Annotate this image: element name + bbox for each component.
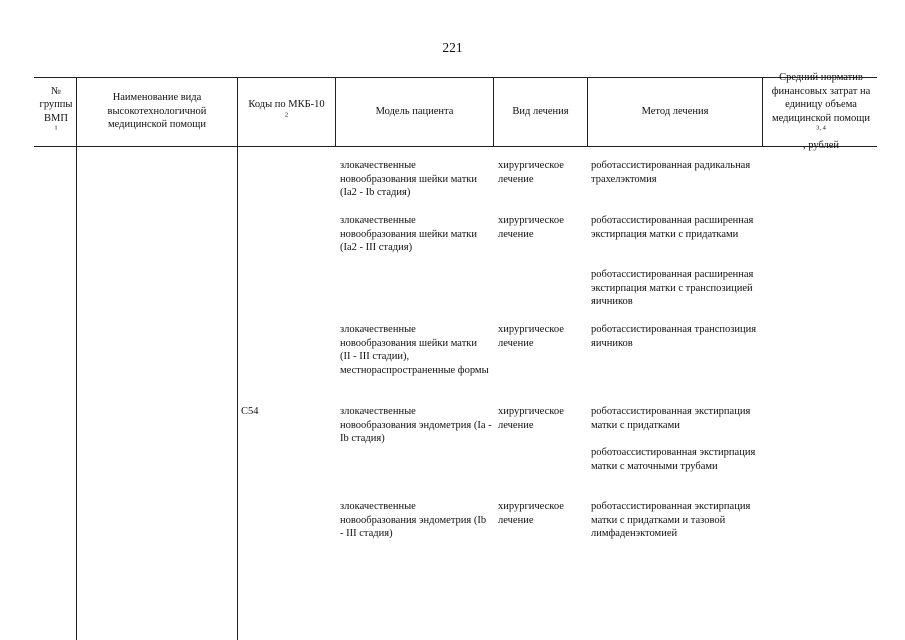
treatment-type-cell: хирургическое лечение <box>498 215 564 240</box>
column-divider <box>76 77 77 640</box>
header-cost-norm: Средний норматив финансовых затрат на единицу объема медицинской помощи $^{3, 4}$ , рублей <box>771 72 871 151</box>
header-group-number: № группы ВМП $^1$ <box>39 85 73 132</box>
patient-model-cell: злокачественные новообразования эндометрия (Ib - III стадия) <box>340 501 487 539</box>
treatment-type-cell: хирургическое лечение <box>498 501 564 526</box>
treatment-type-cell: хирургическое лечение <box>498 324 564 349</box>
treatment-type-cell: хирургическое лечение <box>498 160 564 185</box>
treatment-method-cell: роботассистированная расширенная экстирпация матки с транспозицией яичников <box>591 269 754 307</box>
table-header-bottom-rule <box>34 146 877 147</box>
header-patient-model: Модель пациента <box>375 105 454 117</box>
patient-model-cell: злокачественные новообразования шейки матки (Ia2 - Ib стадия) <box>340 160 477 198</box>
treatment-type-cell: хирургическое лечение <box>498 406 564 431</box>
icd-code: C54 <box>241 406 259 417</box>
column-divider <box>762 77 763 147</box>
patient-model-cell: злокачественные новообразования эндометрия (Ia - Ib стадия) <box>340 406 492 444</box>
header-treatment-method: Метод лечения <box>641 105 709 117</box>
treatment-method-cell: роботассистированная экстирпация матки с придатками и тазовой лимфаденэктомией <box>591 501 751 539</box>
treatment-method-cell: роботассистированная экстирпация матки с придатками <box>591 406 751 431</box>
column-divider <box>237 77 238 640</box>
treatment-method-cell: роботассистированная расширенная экстирпация матки с придатками <box>591 215 754 240</box>
patient-model-cell: злокачественные новообразования шейки матки (II - III стадии), местнораспространенные формы <box>340 324 489 376</box>
page-number: 221 <box>442 40 463 55</box>
header-name: Наименование вида высокотехнологичной медицинской помощи <box>107 92 207 131</box>
treatment-method-cell: роботоассистированная экстирпация матки с маточными трубами <box>591 447 756 472</box>
treatment-method-cell: роботассистированная радикальная трахелэктомия <box>591 160 751 185</box>
header-icd-codes: Коды по МКБ-10 $^2$ <box>248 99 325 118</box>
header-treatment-type: Вид лечения <box>512 105 569 117</box>
treatment-method-cell: роботассистированная транспозиция яичников <box>591 324 757 349</box>
patient-model-cell: злокачественные новообразования шейки матки (Ia2 - III стадия) <box>340 215 477 253</box>
